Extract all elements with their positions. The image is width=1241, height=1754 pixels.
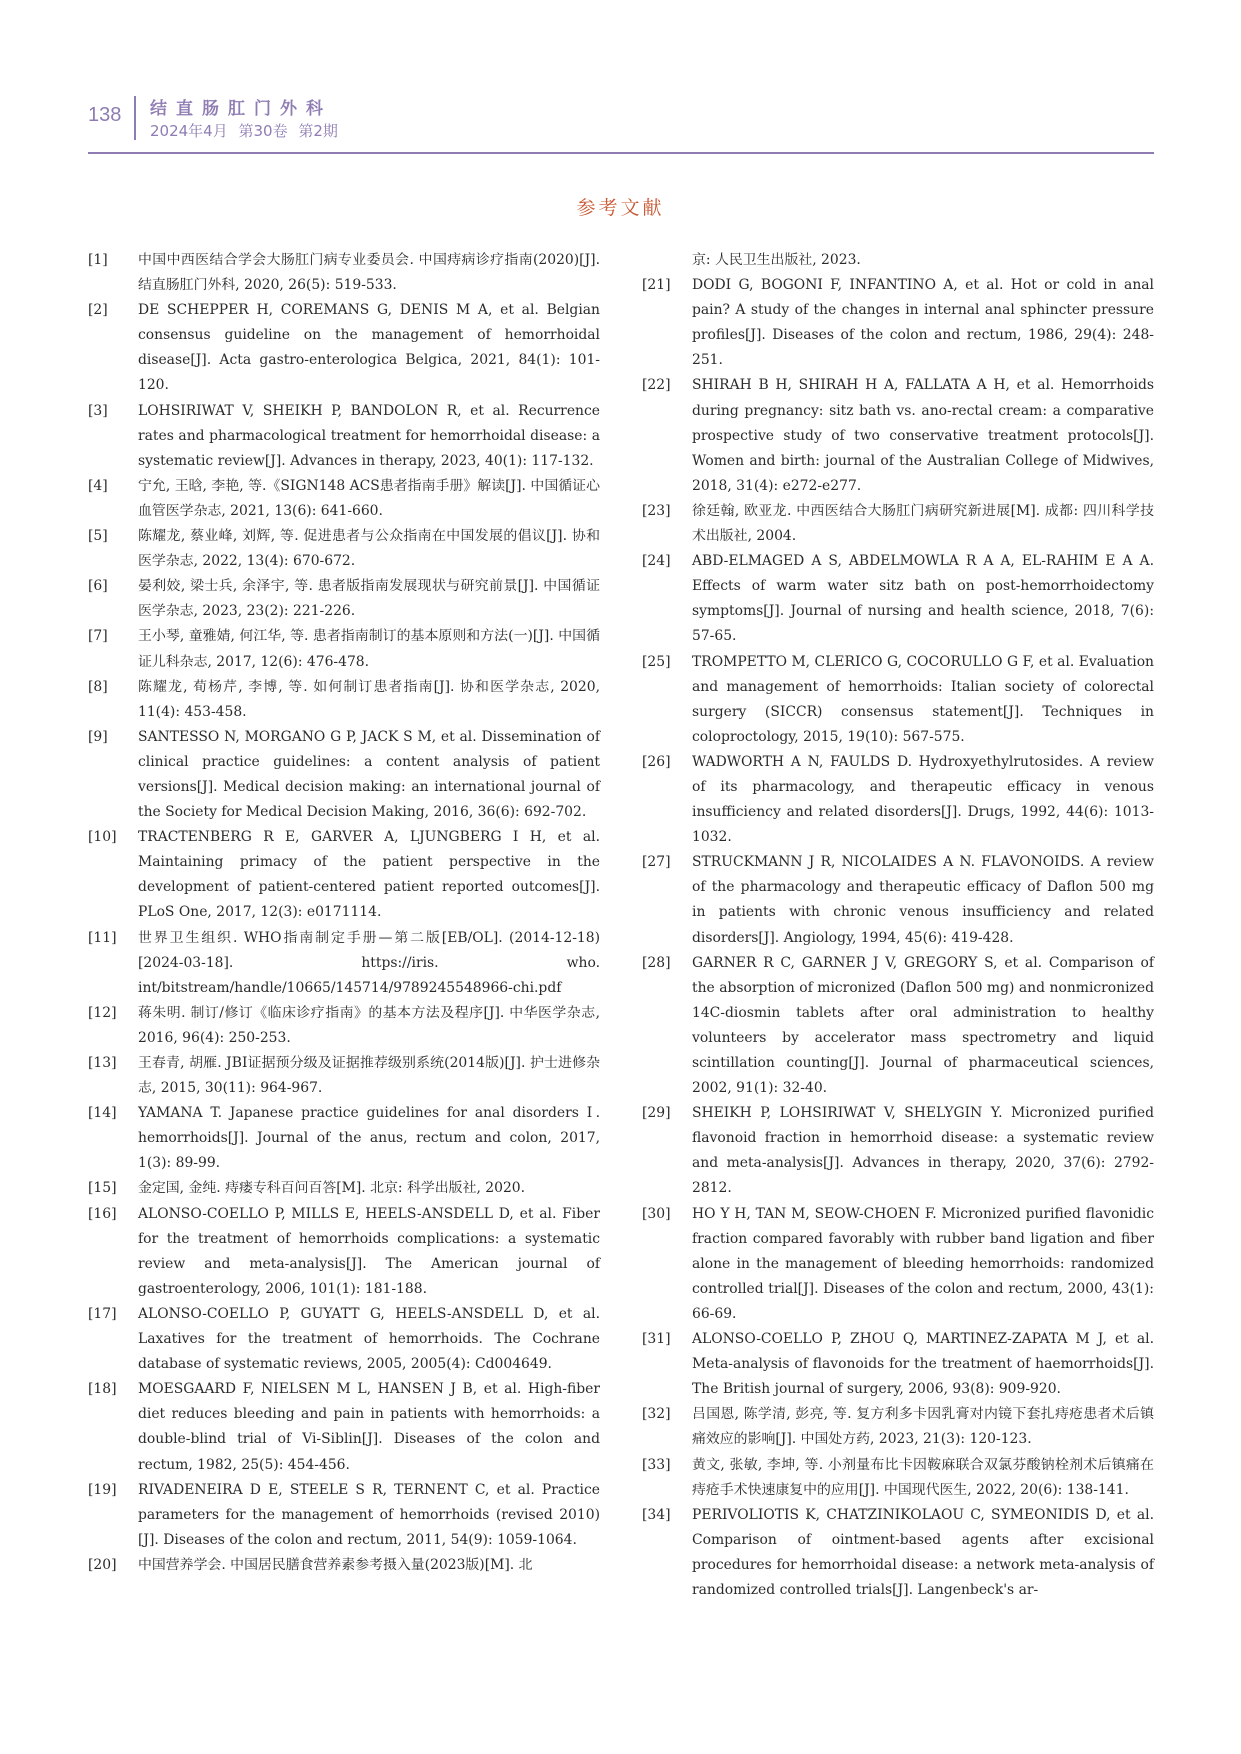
reference-number: [25] <box>642 653 671 670</box>
reference-number: [3] <box>88 402 108 419</box>
reference-item <box>88 926 600 1001</box>
reference-text: 金定国, 金纯. 痔瘘专科百问百答[M]. 北京: 科学出版社, 2020. <box>138 1180 526 1197</box>
reference-item <box>642 373 1154 498</box>
reference-item <box>88 574 600 624</box>
reference-text: 陈耀龙, 荀杨芹, 李博, 等. 如何制订患者指南[J]. 协和医学杂志, 2020, 11(4): 453-458. <box>138 678 600 720</box>
reference-number: [32] <box>642 1406 671 1423</box>
reference-number: [23] <box>642 502 671 519</box>
reference-text: PERIVOLIOTIS K, CHATZINIKOLAOU C, SYMEONIDIS D, et al. Comparison of ointment-based agents after excisional procedures for hemorrhoidal disease: a network meta-analysis of randomized controlled trials[J]. Langenbeck's ar- <box>692 1506 1154 1598</box>
reference-number: [21] <box>642 277 671 294</box>
reference-number: [10] <box>88 829 117 846</box>
reference-number: [30] <box>642 1205 671 1222</box>
reference-item <box>88 524 600 574</box>
reference-text: 晏利姣, 梁士兵, 余泽宇, 等. 患者版指南发展现状与研究前景[J]. 中国循证医学杂志, 2023, 23(2): 221-226. <box>138 578 600 620</box>
reference-text: 宁允, 王晗, 李艳, 等.《SIGN148 ACS患者指南手册》解读[J]. 中国循证心血管医学杂志, 2021, 13(6): 641-660. <box>138 477 600 519</box>
reference-text: ALONSO-COELLO P, GUYATT G, HEELS-ANSDELL D, et al. Laxatives for the treatment of hemorrhoids. The Cochrane database of systematic reviews, 2005, 2005(4): Cd004649. <box>138 1305 600 1373</box>
reference-item <box>88 1478 600 1553</box>
reference-number: [24] <box>642 553 671 570</box>
reference-number: [18] <box>88 1381 117 1398</box>
reference-number: [8] <box>88 678 108 695</box>
reference-item <box>88 1202 600 1302</box>
reference-number: [29] <box>642 1105 671 1122</box>
page-header <box>88 92 1154 154</box>
reference-text: 陈耀龙, 蔡业峰, 刘辉, 等. 促进患者与公众指南在中国发展的倡议[J]. 协和医学杂志, 2022, 13(4): 670-672. <box>138 528 600 570</box>
reference-text: ALONSO-COELLO P, MILLS E, HEELS-ANSDELL D, et al. Fiber for the treatment of hemorrhoids complications: a systematic review and meta-analysis[J]. The American journal of gastroenterology, 2006, 101(1): 181-188. <box>138 1205 600 1297</box>
reference-text: LOHSIRIWAT V, SHEIKH P, BANDOLON R, et al. Recurrence rates and pharmacological treatment for hemorrhoidal disease: a systematic review[J]. Advances in therapy, 2023, 40(1): 117-132. <box>138 402 600 469</box>
reference-number: [6] <box>88 578 108 595</box>
reference-text: RIVADENEIRA D E, STEELE S R, TERNENT C, et al. Practice parameters for the management of hemorrhoids (revised 2010) [J]. Diseases of the colon and rectum, 2011, 54(9): 1059-1064. <box>138 1481 600 1548</box>
reference-number: [31] <box>642 1331 671 1348</box>
reference-item <box>88 1051 600 1101</box>
reference-text: GARNER R C, GARNER J V, GREGORY S, et al. Comparison of the absorption of micronized (Daflon 500 mg) and nonmicronized 14C-diosmin tablets after oral administration to healthy volunteers by accelerator mass spectrometry and liquid scintillation counting[J]. Journal of pharmaceutical sciences, 2002, 91(1): 32-40. <box>692 954 1154 1097</box>
section-title: 参考文献 <box>576 197 665 219</box>
reference-item <box>642 273 1154 373</box>
reference-text: 徐廷翰, 欧亚龙. 中西医结合大肠肛门病研究新进展[M]. 成都: 四川科学技术出版社, 2004. <box>692 502 1154 545</box>
reference-item <box>642 750 1154 850</box>
reference-text: ABD-ELMAGED A S, ABDELMOWLA R A A, EL-RAHIM E A A. Effects of warm water sitz bath on post-hemorrhoidectomy symptoms[J]. Journal of nursing and health science, 2018, 7(6): 57-65. <box>692 553 1154 645</box>
reference-number: [34] <box>642 1506 671 1523</box>
reference-item <box>88 1553 600 1578</box>
reference-text: DODI G, BOGONI F, INFANTINO A, et al. Hot or cold in anal pain? A study of the changes in internal anal sphincter pressure profiles[J]. Diseases of the colon and rectum, 1986, 29(4): 248-251. <box>692 277 1154 369</box>
reference-number: [22] <box>642 377 671 394</box>
reference-text: DE SCHEPPER H, COREMANS G, DENIS M A, et al. Belgian consensus guideline on the management of hemorrhoidal disease[J]. Acta gastro-enterologica Belgica, 2021, 84(1): 101-120. <box>138 302 600 394</box>
page-number: 138 <box>88 104 122 126</box>
reference-text: 王小琴, 童雅婧, 何江华, 等. 患者指南制订的基本原则和方法(一)[J]. 中国循证儿科杂志, 2017, 12(6): 476-478. <box>138 628 600 670</box>
reference-number: [15] <box>88 1180 117 1197</box>
reference-item <box>642 850 1154 950</box>
reference-text: SHIRAH B H, SHIRAH H A, FALLATA A H, et al. Hemorrhoids during pregnancy: sitz bath vs. ano-rectal cream: a comparative prospective study of two conservative treatment protocols[J]. Women and birth: journal of the Australian College of Midwives, 2018, 31(4): e272-e277. <box>692 377 1154 494</box>
reference-item <box>88 725 600 825</box>
reference-number: [12] <box>88 1004 117 1021</box>
reference-item <box>642 1402 1154 1452</box>
journal-title: 结直肠肛门外科 <box>150 99 332 119</box>
reference-text: HO Y H, TAN M, SEOW-CHOEN F. Micronized purified flavonidic fraction compared favorably with rubber band ligation and fiber alone in the management of bleeding hemorrhoids: randomized controlled trial[J]. Diseases of the colon and rectum, 2000, 43(1): 66-69. <box>692 1205 1154 1322</box>
reference-number: [2] <box>88 302 108 319</box>
reference-text: YAMANA T. Japanese practice guidelines for anal disorders Ⅰ. hemorrhoids[J]. Journal of the anus, rectum and colon, 2017, 1(3): 89-99. <box>138 1105 600 1172</box>
reference-text: ALONSO-COELLO P, ZHOU Q, MARTINEZ-ZAPATA M J, et al. Meta-analysis of flavonoids for the treatment of haemorrhoids[J]. The British journal of surgery, 2006, 93(8): 909-920. <box>692 1331 1154 1398</box>
reference-item <box>642 499 1154 549</box>
reference-text: 世界卫生组织. WHO指南制定手册—第二版[EB/OL]. (2014-12-18) [2024-03-18]. https://iris. who. int/bitstream/handle/10665/145714/9789245548966-chi.pdf <box>138 929 600 996</box>
references-left-column <box>88 248 600 1578</box>
reference-item <box>88 1176 600 1201</box>
reference-item <box>88 675 600 725</box>
reference-text: SHEIKH P, LOHSIRIWAT V, SHELYGIN Y. Micronized purified flavonoid fraction in hemorrhoid disease: a systematic review and meta-analysis[J]. Advances in therapy, 2020, 37(6): 2792-2812. <box>692 1105 1154 1197</box>
reference-item <box>88 474 600 524</box>
reference-text: MOESGAARD F, NIELSEN M L, HANSEN J B, et al. High-fiber diet reduces bleeding and pain in patients with hemorrhoids: a double-blind trial of Vi-Siblin[J]. Diseases of the colon and rectum, 1982, 25(5): 454-456. <box>138 1381 600 1473</box>
issue-info: 2024年4月 第30卷 第2期 <box>150 122 338 140</box>
reference-item <box>88 624 600 674</box>
reference-item <box>642 549 1154 649</box>
reference-item <box>88 399 600 474</box>
reference-number: [20] <box>88 1556 117 1573</box>
reference-item <box>88 248 600 298</box>
reference-text: 黄文, 张敏, 李坤, 等. 小剂量布比卡因鞍麻联合双氯芬酸钠栓剂术后镇痛在痔疮手术快速康复中的应用[J]. 中国现代医生, 2022, 20(6): 138-141. <box>692 1456 1154 1498</box>
reference-number: [17] <box>88 1305 117 1322</box>
reference-text: 中国营养学会. 中国居民膳食营养素参考摄入量(2023版)[M]. 北 <box>138 1556 533 1573</box>
reference-item <box>642 1503 1154 1603</box>
reference-item <box>88 298 600 398</box>
reference-number: [33] <box>642 1456 671 1473</box>
reference-number: [16] <box>88 1205 117 1222</box>
reference-item <box>88 1302 600 1377</box>
reference-text: 蒋朱明. 制订/修订《临床诊疗指南》的基本方法及程序[J]. 中华医学杂志, 2016, 96(4): 250-253. <box>138 1004 600 1046</box>
reference-number: [13] <box>88 1055 117 1071</box>
reference-number: [28] <box>642 954 671 971</box>
reference-item <box>88 1377 600 1477</box>
reference-number: [14] <box>88 1105 117 1122</box>
reference-item <box>642 650 1154 750</box>
reference-item <box>88 1001 600 1051</box>
reference-text: TRACTENBERG R E, GARVER A, LJUNGBERG I H, et al. Maintaining primacy of the patient perspective in the development of patient-centered patient reported outcomes[J]. PLoS One, 2017, 12(3): e0171114. <box>138 829 600 921</box>
reference-number: [26] <box>642 753 671 770</box>
reference-text: STRUCKMANN J R, NICOLAIDES A N. FLAVONOIDS. A review of the pharmacology and therapeutic efficacy of Daflon 500 mg in patients with chronic venous insufficiency and related disorders[J]. Angiology, 1994, 45(6): 419-428. <box>692 854 1154 946</box>
reference-item <box>642 1327 1154 1402</box>
reference-number: [19] <box>88 1481 117 1498</box>
reference-continuation: 京: 人民卫生出版社, 2023. <box>692 252 861 268</box>
reference-item <box>642 1101 1154 1201</box>
reference-item <box>642 1453 1154 1503</box>
reference-number: [1] <box>88 252 108 268</box>
reference-text: 王春青, 胡雁. JBI证据预分级及证据推荐级别系统(2014版)[J]. 护士进修杂志, 2015, 30(11): 964-967. <box>138 1055 600 1097</box>
references-right-column <box>642 248 1154 1603</box>
reference-number: [4] <box>88 477 108 494</box>
reference-number: [11] <box>88 929 117 946</box>
reference-text: 中国中西医结合学会大肠肛门病专业委员会. 中国痔病诊疗指南(2020)[J]. 结直肠肛门外科, 2020, 26(5): 519-533. <box>138 252 600 294</box>
reference-item <box>642 951 1154 1102</box>
reference-text: WADWORTH A N, FAULDS D. Hydroxyethylrutosides. A review of its pharmacology, and therapeutic efficacy in venous insufficiency and related disorders[J]. Drugs, 1992, 44(6): 1013-1032. <box>692 753 1154 846</box>
header-divider <box>134 96 136 140</box>
reference-item <box>88 825 600 925</box>
reference-item <box>88 1101 600 1176</box>
reference-text: TROMPETTO M, CLERICO G, COCORULLO G F, et al. Evaluation and management of hemorrhoids: Italian society of colorectal surgery (SICCR) consensus statement[J]. Techniques in coloproctology, 2015, 19(10): 567-575. <box>692 653 1154 745</box>
reference-number: [5] <box>88 528 108 545</box>
reference-number: [27] <box>642 854 671 871</box>
reference-item <box>642 1202 1154 1327</box>
reference-number: [7] <box>88 628 108 645</box>
reference-number: [9] <box>88 728 108 745</box>
reference-text: SANTESSO N, MORGANO G P, JACK S M, et al. Dissemination of clinical practice guidelines: a content analysis of patient versions[J]. Medical decision making: an international journal of the Society for Medical Decision Making, 2016, 36(6): 692-702. <box>138 728 600 821</box>
reference-text: 吕国恩, 陈学清, 彭亮, 等. 复方利多卡因乳膏对内镜下套扎痔疮患者术后镇痛效应的影响[J]. 中国处方药, 2023, 21(3): 120-123. <box>692 1406 1154 1448</box>
